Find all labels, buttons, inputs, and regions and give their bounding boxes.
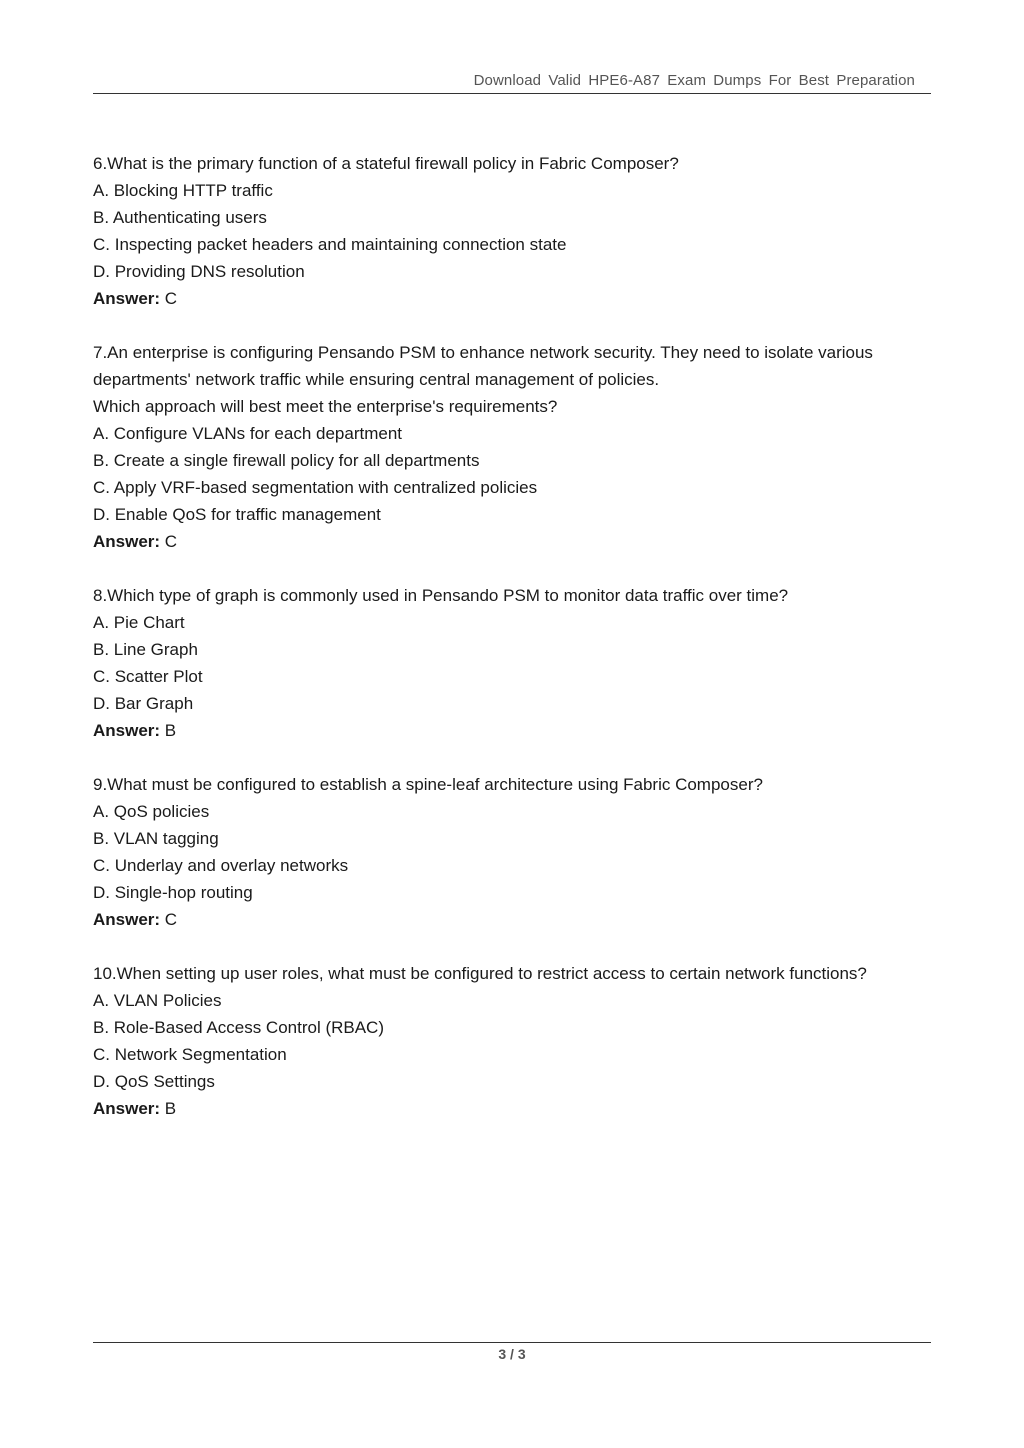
- question-text: 6.What is the primary function of a stateful firewall policy in Fabric Composer?: [93, 154, 679, 173]
- answer-line: [93, 528, 933, 555]
- question-block: [93, 960, 933, 1122]
- answer-option: C. Apply VRF-based segmentation with centralized policies: [93, 478, 538, 497]
- question-text: 9.What must be configured to establish a spine-leaf architecture using Fabric Composer?: [93, 775, 763, 794]
- answer-value: C: [160, 532, 178, 551]
- answer-option: B. Authenticating users: [93, 208, 267, 227]
- question-list: [93, 150, 933, 1149]
- header-divider: [93, 93, 931, 94]
- answer-option: C. Underlay and overlay networks: [93, 856, 349, 875]
- answer-option: C. Network Segmentation: [93, 1045, 287, 1064]
- answer-option: C. Scatter Plot: [93, 667, 203, 686]
- question-text: 10.When setting up user roles, what must be configured to restrict access to certain network functions?: [93, 964, 867, 983]
- page-number: 3 / 3: [498, 1346, 526, 1362]
- answer-option: C. Inspecting packet headers and maintaining connection state: [93, 235, 567, 254]
- answer-option: A. QoS policies: [93, 802, 210, 821]
- question-text: 7.An enterprise is configuring Pensando PSM to enhance network security. They need to isolate various: [93, 343, 873, 362]
- answer-option: A. Pie Chart: [93, 613, 185, 632]
- answer-value: B: [160, 721, 177, 740]
- answer-option: D. Providing DNS resolution: [93, 262, 305, 281]
- question-block: [93, 150, 933, 312]
- answer-option: A. Configure VLANs for each department: [93, 424, 402, 443]
- answer-label: Answer:: [93, 532, 161, 551]
- answer-option: D. Bar Graph: [93, 694, 194, 713]
- question-block: [93, 771, 933, 933]
- footer-divider: [93, 1342, 931, 1343]
- question-block: [93, 582, 933, 744]
- page-header-title: Download Valid HPE6-A87 Exam Dumps For Best Preparation: [473, 72, 915, 89]
- question-text: Which approach will best meet the enterprise's requirements?: [93, 397, 558, 416]
- answer-line: [93, 717, 933, 744]
- answer-line: [93, 285, 933, 312]
- answer-option: B. Line Graph: [93, 640, 198, 659]
- answer-option: D. Enable QoS for traffic management: [93, 505, 381, 524]
- answer-label: Answer:: [93, 721, 161, 740]
- answer-option: D. QoS Settings: [93, 1072, 215, 1091]
- answer-label: Answer:: [93, 1099, 161, 1118]
- answer-value: C: [160, 289, 178, 308]
- answer-option: B. Create a single firewall policy for all departments: [93, 451, 480, 470]
- answer-option: A. VLAN Policies: [93, 991, 222, 1010]
- answer-option: D. Single-hop routing: [93, 883, 253, 902]
- answer-option: A. Blocking HTTP traffic: [93, 181, 273, 200]
- answer-line: [93, 1095, 933, 1122]
- answer-line: [93, 906, 933, 933]
- question-block: [93, 339, 933, 555]
- question-text: 8.Which type of graph is commonly used in Pensando PSM to monitor data traffic over time?: [93, 586, 789, 605]
- answer-value: B: [160, 1099, 177, 1118]
- answer-label: Answer:: [93, 289, 161, 308]
- answer-option: B. VLAN tagging: [93, 829, 219, 848]
- answer-option: B. Role-Based Access Control (RBAC): [93, 1018, 384, 1037]
- answer-label: Answer:: [93, 910, 161, 929]
- question-text: departments' network traffic while ensuring central management of policies.: [93, 370, 660, 389]
- answer-value: C: [160, 910, 178, 929]
